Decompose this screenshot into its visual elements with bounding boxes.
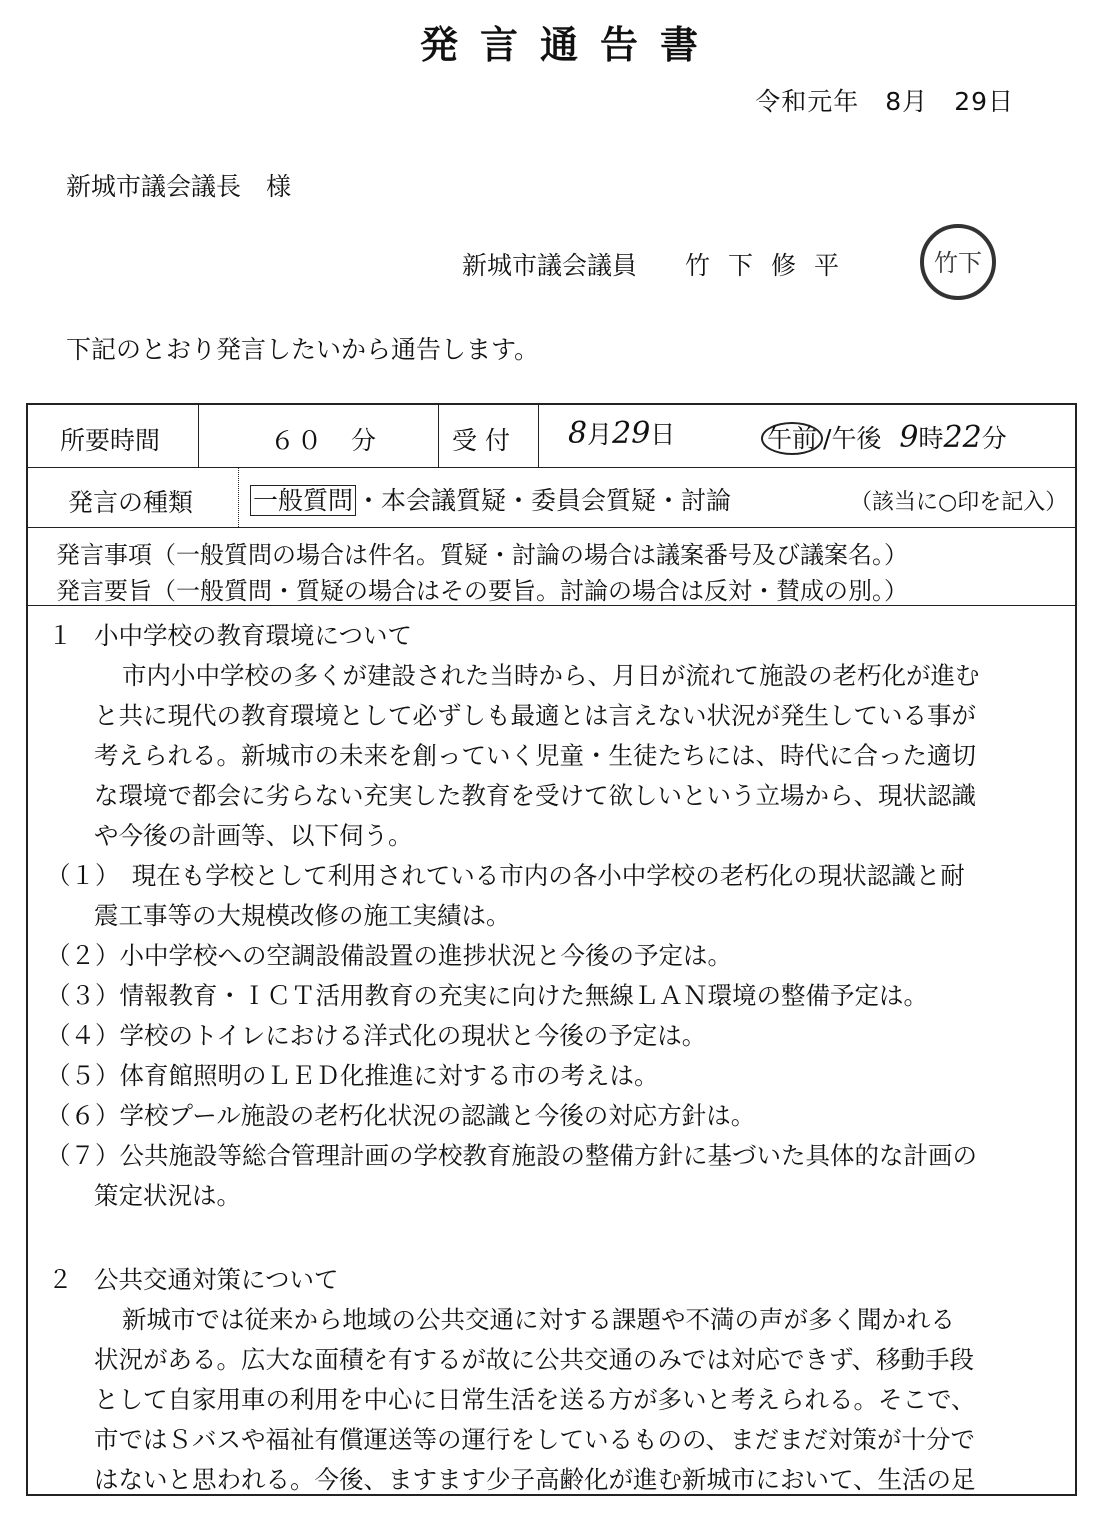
- type-options: [250, 481, 731, 517]
- type-selected: 一般質問: [250, 485, 356, 516]
- section-1-paragraph-line: 考えられる。新城市の未来を創っていく児童・生徒たちには、時代に合った適切: [94, 741, 976, 770]
- section-1-number: １: [48, 621, 73, 650]
- section-2-paragraph-line: はないと思われる。今後、ますます少子高齢化が進む新城市において、生活の足: [94, 1465, 976, 1494]
- question-item-3: （３）情報教育・ＩＣＴ活用教育の充実に向けた無線ＬＡＮ環境の整備予定は。: [46, 981, 928, 1010]
- hour-unit: 時: [918, 424, 944, 453]
- type-options-rest: ・本会議質疑・委員会質疑・討論: [356, 486, 732, 515]
- section-1-title: 小中学校の教育環境について: [94, 621, 413, 650]
- reception-minute: 22: [943, 420, 982, 455]
- sender-line: [462, 246, 857, 282]
- notification-form-table: [26, 403, 1077, 1496]
- reception-time: [761, 419, 1007, 455]
- intro-statement: 下記のとおり発言したいから通告します。: [66, 335, 540, 364]
- sender-name: 竹下修平: [685, 251, 858, 280]
- reception-datetime: [568, 415, 675, 451]
- section-2-paragraph-line: 状況がある。広大な面積を有するが故に公共交通のみでは対応できず、移動手段: [94, 1345, 975, 1374]
- document-title: 発言通告書: [419, 23, 720, 67]
- section-2-title: 公共交通対策について: [94, 1265, 339, 1294]
- section-1-paragraph-line: や今後の計画等、以下伺う。: [94, 821, 413, 850]
- col-divider: [438, 405, 439, 467]
- question-item-1: （１） 現在も学校として利用されている市内の各小中学校の老朽化の現状認識と耐: [46, 861, 965, 890]
- col-divider: [538, 405, 539, 467]
- question-item-4: （４）学校のトイレにおける洋式化の現状と今後の予定は。: [46, 1021, 707, 1050]
- question-item-1-continued: 震工事等の大規模改修の施工実績は。: [94, 901, 511, 930]
- section-2-number: ２: [48, 1265, 73, 1294]
- am-pm-slash: /: [823, 424, 832, 453]
- am-circled: 午前: [761, 422, 823, 455]
- type-note: （該当に○印を記入）: [850, 490, 1068, 515]
- reception-hour: 9: [899, 420, 919, 455]
- section-2-paragraph-line: 新城市では従来から地域の公共交通に対する課題や不満の声が多く聞かれる: [122, 1305, 955, 1334]
- reception-label: 受 付: [452, 426, 510, 455]
- section-2-paragraph-line: 市ではＳバスや福祉有償運送等の運行をしているものの、まだまだ対策が十分で: [94, 1425, 976, 1454]
- sender-role: 新城市議会議員: [462, 251, 638, 280]
- row-divider: [28, 527, 1075, 528]
- month-unit: 月: [587, 420, 613, 449]
- section-1-paragraph-line: 市内小中学校の多くが建設された当時から、月日が流れて施設の老朽化が進む: [122, 661, 980, 690]
- question-item-5: （５）体育館照明のＬＥＤ化推進に対する市の考えは。: [46, 1061, 659, 1090]
- personal-seal-stamp: [918, 222, 998, 302]
- header-line-1: 発言事項（一般質問の場合は件名。質疑・討論の場合は議案番号及び議案名。）: [56, 541, 908, 569]
- reception-day: 29: [612, 416, 651, 451]
- type-label: 発言の種類: [68, 488, 194, 517]
- question-item-6: （６）学校プール施設の老朽化状況の認識と今後の対応方針は。: [46, 1101, 756, 1130]
- addressee: 新城市議会議長 様: [66, 172, 292, 201]
- section-1-paragraph-line: な環境で都会に劣らない充実した教育を受けて欲しいという立場から、現状認識: [94, 781, 976, 810]
- header-line-2: 発言要旨（一般質問・質疑の場合はその要旨。討論の場合は反対・賛成の別。）: [56, 577, 908, 605]
- question-item-7-continued: 策定状況は。: [94, 1181, 241, 1210]
- col-divider: [198, 405, 199, 467]
- duration-label: 所要時間: [60, 426, 161, 455]
- question-item-2: （２）小中学校への空調設備設置の進捗状況と今後の予定は。: [46, 941, 732, 970]
- seal-text: 竹下: [934, 249, 982, 277]
- col-divider: [238, 467, 239, 527]
- document-date: 令和元年 8月 29日: [755, 87, 1014, 116]
- row-divider: [28, 467, 1075, 468]
- section-1-paragraph-line: と共に現代の教育環境として必ずしも最適とは言えない状況が発生している事が: [94, 701, 976, 730]
- duration-value: ６０ 分: [270, 426, 379, 455]
- minute-unit: 分: [981, 424, 1007, 453]
- pm-label: 午後: [831, 424, 882, 453]
- question-item-7: （７）公共施設等総合管理計画の学校教育施設の整備方針に基づいた具体的な計画の: [46, 1141, 977, 1170]
- section-2-paragraph-line: として自家用車の利用を中心に日常生活を送る方が多いと考えられる。そこで、: [94, 1385, 976, 1414]
- day-unit: 日: [650, 420, 676, 449]
- reception-month: 8: [568, 416, 588, 451]
